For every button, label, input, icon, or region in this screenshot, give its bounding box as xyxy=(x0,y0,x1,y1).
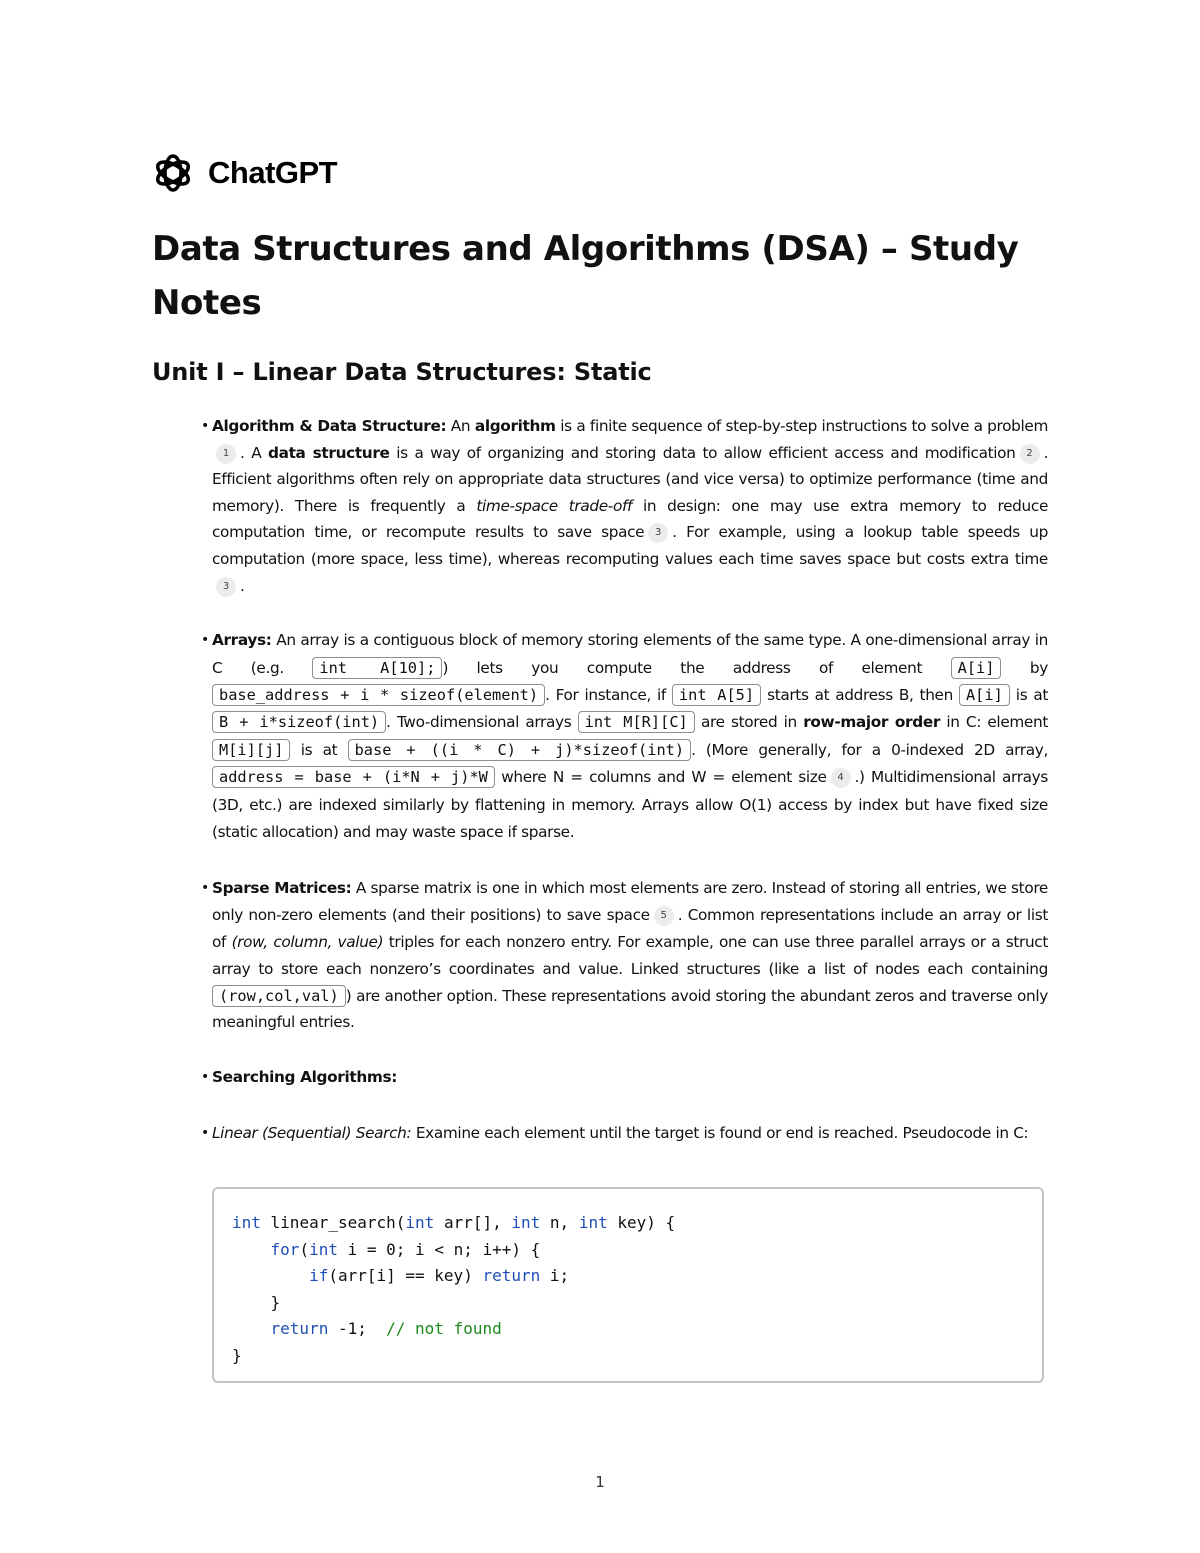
unit-heading: Unit I – Linear Data Structures: Static xyxy=(152,358,652,386)
inline-code: base_address + i * sizeof(element) xyxy=(212,684,545,706)
code-text: } xyxy=(232,1345,242,1365)
text: A sparse matrix is one in which most elements are zero. Instead of storing all entries, we store only non-zero elements (and their positions) to save space xyxy=(212,879,1048,925)
bullet-searching-algorithms xyxy=(200,1064,1048,1091)
text: are stored in xyxy=(694,713,804,732)
bullet-label: Sparse Matrices: xyxy=(212,879,352,898)
text: . xyxy=(240,576,245,595)
inline-code: int A[5] xyxy=(672,684,761,706)
bullet-label: Arrays: xyxy=(212,631,272,650)
code-line xyxy=(232,1210,1024,1237)
code-text: } xyxy=(232,1292,281,1312)
code-block[interactable] xyxy=(212,1187,1044,1383)
text: is at xyxy=(290,740,348,759)
bullet-label: Algorithm & Data Structure: xyxy=(212,417,447,435)
bullet-dot: • xyxy=(201,1124,209,1141)
code-keyword: int xyxy=(578,1213,608,1232)
code-line xyxy=(232,1290,1024,1317)
bullet-label: Linear (Sequential) Search: xyxy=(212,1123,412,1142)
text: where N = columns and W = element size xyxy=(494,768,827,787)
code-text: n, xyxy=(540,1213,579,1232)
text: is a finite sequence of step-by-step instructions to solve a problem xyxy=(555,417,1049,435)
inline-code: B + i*sizeof(int) xyxy=(212,711,386,733)
footnote-badge[interactable]: 5 xyxy=(654,906,674,926)
bullet-arrays xyxy=(200,627,1048,846)
page-number: 1 xyxy=(595,1473,605,1491)
bullet-algorithm-data-structure xyxy=(200,413,1048,599)
text: . A xyxy=(240,443,269,462)
inline-code: A[i] xyxy=(959,684,1010,706)
brand-logo xyxy=(152,152,337,194)
text: . Two-dimensional arrays xyxy=(386,713,578,732)
code-keyword: int xyxy=(232,1213,261,1232)
code-comment: // not found xyxy=(386,1319,502,1339)
term-algorithm: algorithm xyxy=(474,417,556,435)
code-keyword: int xyxy=(511,1213,541,1232)
code-text: key) { xyxy=(607,1213,676,1232)
code-text: i; xyxy=(540,1266,570,1286)
text: . Efficient algorithms often rely on appropriate data structures (and vice versa) to optimize performance (time and memory). There is frequently a xyxy=(212,443,1049,515)
text: is a way of organizing and storing data to allow efficient access and modification xyxy=(389,443,1016,462)
text: .) Multidimensional arrays (3D, etc.) are indexed similarly by flattening in memory. Arrays allow O(1) access by index but have fixed size (static allocation) and may waste space if sparse. xyxy=(212,768,1048,841)
inline-code: base + ((i * C) + j)*sizeof(int) xyxy=(348,739,691,761)
code-keyword: return xyxy=(270,1319,329,1339)
bullet-sparse-matrices xyxy=(200,875,1048,1036)
code-keyword: return xyxy=(482,1266,541,1286)
footnote-badge[interactable]: 3 xyxy=(648,523,668,543)
term-tradeoff: time-space trade-off xyxy=(476,496,633,515)
text: in C: element xyxy=(940,713,1048,732)
text: ) lets you compute the address of element xyxy=(442,658,951,677)
code-line xyxy=(232,1316,1024,1343)
code-keyword: int xyxy=(309,1239,338,1259)
code-indent xyxy=(232,1319,271,1338)
code-text: (arr[i] == key) xyxy=(328,1266,483,1286)
code-text: -1; xyxy=(328,1319,387,1339)
logo-text: ChatGPT xyxy=(208,155,338,190)
code-text: i = 0; i < n; i++) { xyxy=(337,1239,541,1259)
inline-code: (row,col,val) xyxy=(212,985,346,1007)
text: . For instance, if xyxy=(545,685,672,704)
text: Examine each element until the target is found or end is reached. Pseudocode in C: xyxy=(411,1123,1029,1142)
bullet-dot: • xyxy=(201,418,209,434)
text: An array is a contiguous block of memory storing elements of the same type. A one-dimensional array in C (e.g. xyxy=(212,631,1048,677)
text: ) are another option. These representations avoid storing the abundant zeros and traverse only meaningful entries. xyxy=(212,986,1048,1032)
footnote-badge[interactable]: 3 xyxy=(216,577,236,597)
footnote-badge[interactable]: 2 xyxy=(1020,444,1040,464)
inline-code: int M[R][C] xyxy=(578,711,695,733)
text: triples for each nonzero entry. For example, one can use three parallel arrays or a struct array to store each nonzero’s coordinates and value. Linked structures (like a list of nodes each containing xyxy=(212,933,1048,978)
text: An xyxy=(446,417,475,435)
code-text: arr[], xyxy=(434,1213,512,1232)
code-line xyxy=(232,1237,1024,1264)
code-text: linear_search( xyxy=(260,1213,406,1232)
bullet-label: Searching Algorithms: xyxy=(212,1068,397,1087)
term-triples: (row, column, value) xyxy=(231,933,384,951)
code-indent xyxy=(232,1240,271,1259)
code-text: ( xyxy=(299,1239,310,1259)
chatgpt-logo-icon xyxy=(152,152,194,194)
page-title: Data Structures and Algorithms (DSA) – Study Notes xyxy=(152,229,1019,323)
text: . (More generally, for a 0-indexed 2D array, xyxy=(691,740,1048,759)
text: is at xyxy=(1009,685,1048,704)
text: . Common representations include an array or list of xyxy=(212,906,1048,951)
footnote-badge[interactable]: 4 xyxy=(831,768,851,788)
code-line xyxy=(232,1263,1024,1290)
bullet-linear-search xyxy=(200,1120,1048,1147)
footnote-badge[interactable]: 1 xyxy=(216,444,236,464)
text: in design: one may use extra memory to reduce computation time, or recompute results to save space xyxy=(212,496,1049,542)
code-keyword: if xyxy=(309,1266,329,1286)
text: starts at address B, then xyxy=(761,685,959,704)
term-row-major: row-major order xyxy=(803,713,941,732)
inline-code: address = base + (i*N + j)*W xyxy=(212,766,495,788)
code-keyword: int xyxy=(405,1213,435,1232)
text: . For example, using a lookup table speeds up computation (more space, less time), whereas recomputing values each time saves space but costs extra time xyxy=(212,523,1048,568)
code-indent xyxy=(232,1266,309,1285)
inline-code: M[i][j] xyxy=(212,739,290,761)
bullet-dot: • xyxy=(201,880,209,897)
notes-content xyxy=(200,413,1048,1146)
bullet-dot: • xyxy=(201,632,209,649)
bullet-dot: • xyxy=(201,1069,209,1086)
text: by xyxy=(1001,658,1048,677)
inline-code: A[i] xyxy=(951,657,1002,679)
inline-code: int A[10]; xyxy=(312,657,442,679)
term-data-structure: data structure xyxy=(268,443,390,462)
code-keyword: for xyxy=(270,1239,300,1259)
code-line xyxy=(232,1343,1024,1370)
